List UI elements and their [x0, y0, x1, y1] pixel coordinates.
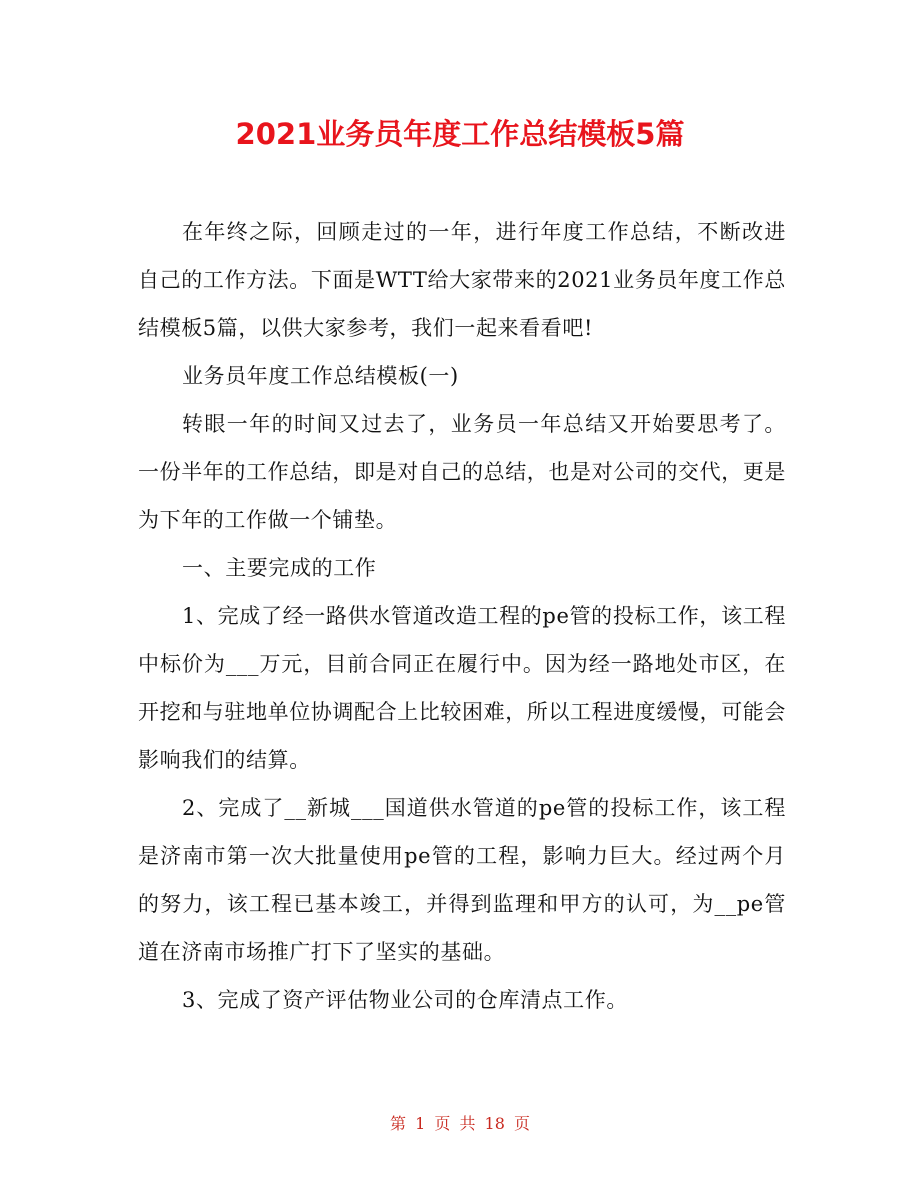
- section-heading-main-work: 一、主要完成的工作: [182, 556, 377, 580]
- list-item-3: 3、完成了资产评估物业公司的仓库清点工作。: [182, 988, 628, 1012]
- page-number-footer: 第 1 页 共 18 页: [390, 1114, 530, 1133]
- document-body: [138, 208, 786, 1024]
- section-heading-template-1: 业务员年度工作总结模板(一): [182, 364, 459, 388]
- document-title: 2021业务员年度工作总结模板5篇: [235, 117, 685, 151]
- list-item-2: 2、完成了__新城___国道供水管道的pe管的投标工作，该工程是济南市第一次大批量使用pe管的工程，影响力巨大。经过两个月的努力，该工程已基本竣工，并得到监理和甲方的认可，为__pe管道在济南市场推广打下了坚实的基础。: [138, 796, 786, 964]
- intro-paragraph: 在年终之际，回顾走过的一年，进行年度工作总结，不断改进自己的工作方法。下面是WTT给大家带来的2021业务员年度工作总结模板5篇，以供大家参考，我们一起来看看吧!: [138, 220, 786, 340]
- list-item-1: 1、完成了经一路供水管道改造工程的pe管的投标工作，该工程中标价为___万元，目前合同正在履行中。因为经一路地处市区，在开挖和与驻地单位协调配合上比较困难，所以工程进度缓慢，可能会影响我们的结算。: [138, 604, 786, 772]
- body-paragraph: 转眼一年的时间又过去了，业务员一年总结又开始要思考了。一份半年的工作总结，即是对自己的总结，也是对公司的交代，更是为下年的工作做一个铺垫。: [138, 412, 786, 532]
